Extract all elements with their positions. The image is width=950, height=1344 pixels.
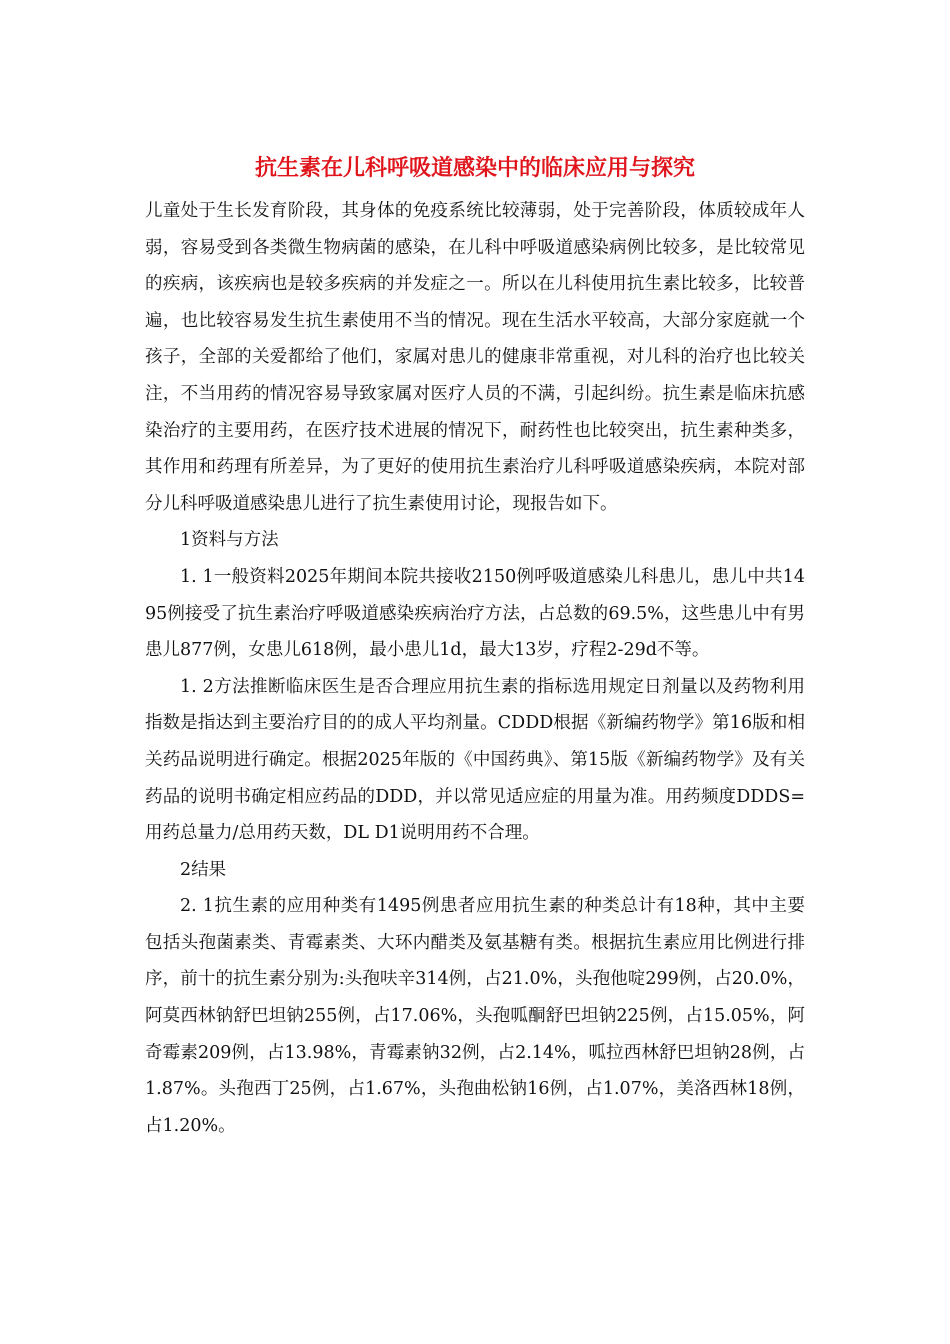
document-title: 抗生素在儿科呼吸道感染中的临床应用与探究 xyxy=(254,155,695,181)
paragraph-methods: 1. 2方法推断临床医生是否合理应用抗生素的指标选用规定日剂量以及药物利用指数是指达到主要治疗目的的成人平均剂量。CDDD根据《新编药物学》第16版和相关药品说明进行确定。根据2025年版的《中国药典》、第15版《新编药物学》及有关药品的说明书确定相应药品的DDD，并以常见适应症的用量为准。用药频度DDDS=用药总量力/总用药天数，DL D1说明用药不合理。 xyxy=(145,676,805,844)
section-heading-methods: 1资料与方法 xyxy=(180,530,279,551)
paragraph-general-data: 1. 1一般资料2025年期间本院共接收2150例呼吸道感染儿科患儿，患儿中共1495例接受了抗生素治疗呼吸道感染疾病治疗方法，占总数的69.5%，这些患儿中有男患儿877例，女患儿618例，最小患儿1d，最大13岁，疗程2-29d不等。 xyxy=(145,566,805,661)
document-body xyxy=(145,193,805,1144)
paragraph-antibiotic-types: 2. 1抗生素的应用种类有1495例患者应用抗生素的种类总计有18种，其中主要包括头孢菌素类、青霉素类、大环内醋类及氨基糖有类。根据抗生素应用比例进行排序，前十的抗生素分别为:头孢呋辛314例，占21.0%，头孢他啶299例，占20.0%，阿莫西林钠舒巴坦钠255例，占17.06%，头孢呱酮舒巴坦钠225例，占15.05%，阿奇霉素209例，占13.98%，青霉素钠32例，占2.14%，呱拉西林舒巴坦钠28例，占1.87%。头孢西丁25例，占1.67%，头孢曲松钠16例，占1.07%，美洛西林18例，占1.20%。 xyxy=(145,896,805,1136)
intro-paragraph: 儿童处于生长发育阶段，其身体的免疫系统比较薄弱，处于完善阶段，体质较成年人弱，容易受到各类微生物病菌的感染，在儿科中呼吸道感染病例比较多，是比较常见的疾病，该疾病也是较多疾病的并发症之一。所以在儿科使用抗生素比较多，比较普遍，也比较容易发生抗生素使用不当的情况。现在生活水平较高，大部分家庭就一个孩子，全部的关爱都给了他们，家属对患儿的健康非常重视，对儿科的治疗也比较关注，不当用药的情况容易导致家属对医疗人员的不满，引起纠纷。抗生素是临床抗感染治疗的主要用药，在医疗技术进展的情况下，耐药性也比较突出，抗生素种类多，其作用和药理有所差异，为了更好的使用抗生素治疗儿科呼吸道感染疾病，本院对部分儿科呼吸道感染患儿进行了抗生素使用讨论，现报告如下。 xyxy=(145,201,805,514)
section-heading-results: 2结果 xyxy=(180,859,227,880)
